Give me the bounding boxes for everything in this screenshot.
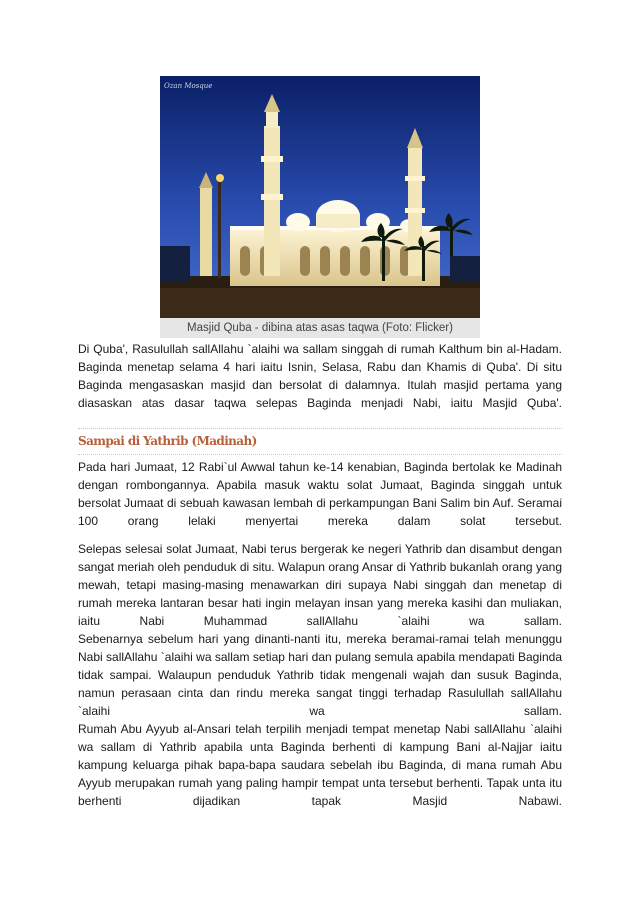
section-heading: Sampai di Yathrib (Madinah) [78, 434, 257, 448]
photo-caption: Masjid Quba - dibina atas asas taqwa (Foto: Flicker) [160, 318, 480, 338]
paragraph-waiting: Sebenarnya sebelum hari yang dinanti-nanti itu, mereka beramai-ramai telah menunggu Nabi sallAllahu `alaihi wa sallam setiap hari dan pulang semula apabila mendapati Baginda tidak sampai. Walaupun penduduk Yathrib tidak mengenali wajah dan susuk Baginda, namun perasaan cinta dan rindu mereka sangat tinggi terhadap Rasulullah sallAllahu `alaihi wa sallam. [78, 632, 562, 718]
paragraph-jumaat: Pada hari Jumaat, 12 Rabi`ul Awwal tahun ke-14 kenabian, Baginda bertolak ke Madinah dengan rombongannya. Apabila masuk waktu solat Jumaat, Baginda singgah untuk bersolat Jumaat di sebuah kawasan lembah di perkampungan Bani Salim bin Auf. Seramai 100 orang lelaki menyertai mereka dalam solat tersebut. [78, 460, 562, 528]
mosque-illustration [160, 76, 480, 318]
paragraph-yathrib-welcome: Selepas selesai solat Jumaat, Nabi terus bergerak ke negeri Yathrib dan disambut dengan sangat meriah oleh penduduk di situ. Walapun orang Ansar di Yathrib bukanlah orang yang mewah, tetapi masing-masing menawarkan diri supaya Nabi singgah dan menetap di rumah mereka lantaran besar hati ingin melayan insan yang mereka kasihi dan muliakan, iaitu Nabi Muhammad sallAllahu `alaihi wa sallam. [78, 542, 562, 628]
section-divider-top [78, 428, 562, 429]
photo-watermark: Ozan Mosque [164, 82, 213, 90]
paragraph-abu-ayyub: Rumah Abu Ayyub al-Ansari telah terpilih menjadi tempat menetap Nabi sallAllahu `alaihi wa sallam di Yathrib apabila unta Baginda berhenti di kampung Bani al-Najjar iaitu kampung keluarga pihak bapa-bapa saudara sebelah ibu Baginda, di mana rumah Abu Ayyub merupakan rumah yang paling hampir tempat unta tersebut berhenti. Tapak unta itu berhenti dijadikan tapak Masjid Nabawi. [78, 722, 562, 808]
section-divider-bottom [78, 454, 562, 455]
masjid-quba-photo [160, 76, 480, 318]
paragraph-quba: Di Quba', Rasulullah sallAllahu `alaihi wa sallam singgah di rumah Kalthum bin al-Hadam. Baginda menetap selama 4 hari iaitu Isnin, Selasa, Rabu dan Khamis di Quba'. Di situ Baginda mengasaskan masjid dan bersolat di dalamnya. Itulah masjid pertama yang diasaskan atas dasar taqwa selepas Baginda menjadi Nabi, iaitu Masjid Quba'. [78, 342, 562, 410]
